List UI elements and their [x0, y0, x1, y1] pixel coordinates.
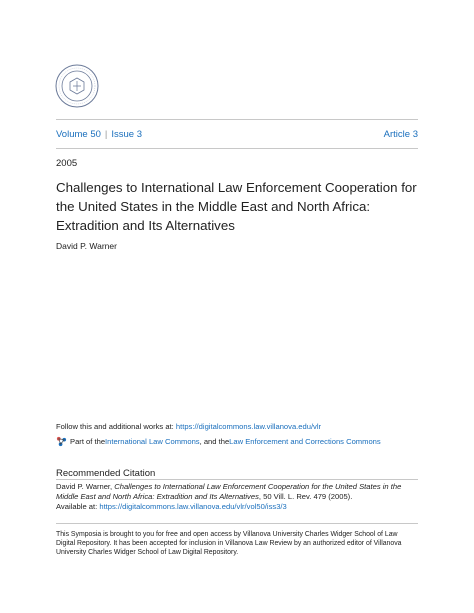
citation-text [56, 482, 418, 512]
part-of-line [56, 436, 381, 447]
issue-link[interactable]: Issue 3 [111, 128, 143, 140]
part-of-middle: , and the [199, 437, 230, 446]
part-of-prefix: Part of the [70, 437, 106, 446]
citation-title: Challenges to International Law Enforcement Cooperation for the United States in the Middle East and North Africa: Extradition and Its Alternatives [56, 482, 402, 501]
footer-text: This Symposia is brought to you for free and open access by Villanova University Charles Widger School of Law Digital Repository. It has been accepted for inclusion in Villanova Law Review by an authorized editor of Villanova University Charles Widger School of Law Digital Repository. [56, 531, 402, 557]
publication-year: 2005 [56, 158, 78, 169]
issue-separator: | [104, 128, 108, 140]
footer-divider [56, 523, 418, 524]
article-link[interactable]: Article 3 [383, 128, 418, 140]
international-law-commons-link[interactable]: International Law Commons [105, 437, 200, 446]
citation-author: David P. Warner, [56, 482, 115, 491]
article-title: Challenges to International Law Enforcement Cooperation for the United States in the Middle East and North Africa: Extradition and Its Alternatives [56, 180, 417, 233]
network-icon [56, 436, 67, 447]
follow-prefix: Follow this and additional works at: [56, 422, 176, 431]
available-label: Available at: [56, 502, 100, 511]
villanova-seal-icon [55, 64, 99, 108]
law-enforcement-commons-link[interactable]: Law Enforcement and Corrections Commons [229, 437, 381, 446]
available-link[interactable]: https://digitalcommons.law.villanova.edu/vlr/vol50/iss3/3 [99, 502, 287, 511]
citation-rest: , 50 Vill. L. Rev. 479 (2005). [258, 492, 353, 501]
follow-line [56, 422, 321, 431]
volume-link[interactable]: Volume 50 [56, 128, 101, 140]
follow-link[interactable]: https://digitalcommons.law.villanova.edu/vlr [175, 422, 322, 431]
issue-info-bar [56, 119, 418, 149]
recommended-citation-heading: Recommended Citation [56, 468, 156, 479]
author-name: David P. Warner [56, 241, 117, 251]
citation-divider [56, 479, 418, 480]
